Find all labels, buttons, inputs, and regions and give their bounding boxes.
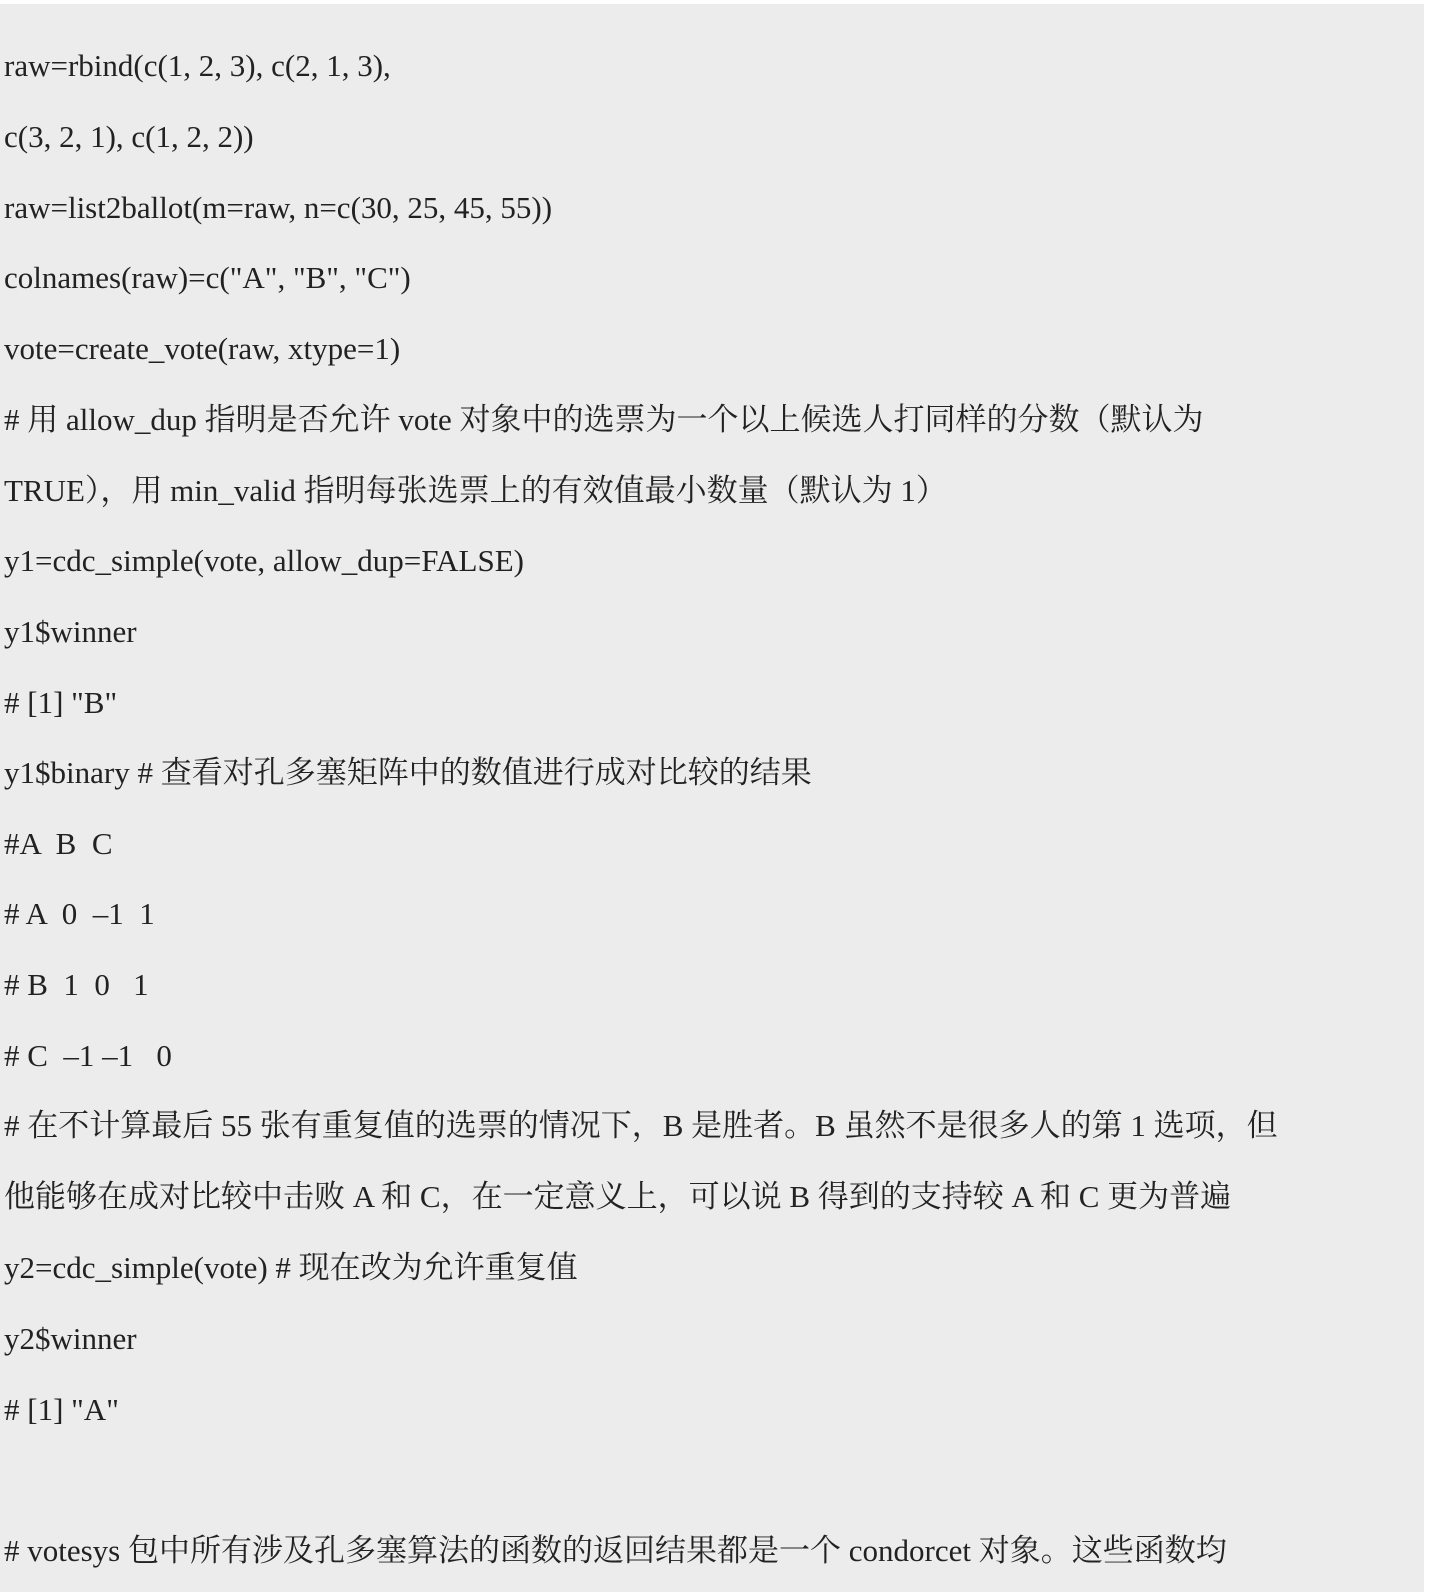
code-output-line: # B 1 0 1: [4, 967, 149, 1002]
code-comment-line: TRUE），用 min_valid 指明每张选票上的有效值最小数量（默认为 1）: [4, 473, 947, 508]
code-output-line: #A B C: [4, 826, 113, 861]
code-line: colnames(raw)=c("A", "B", "C"): [4, 260, 411, 295]
code-output-line: # [1] "B": [4, 685, 118, 720]
code-comment-line: # votesys 包中所有涉及孔多塞算法的函数的返回结果都是一个 condorcet 对象。这些函数均: [4, 1533, 1227, 1568]
code-output-line: # A 0 –1 1: [4, 896, 155, 931]
code-line: raw=rbind(c(1, 2, 3), c(2, 1, 3),: [4, 48, 391, 83]
code-line: y1$winner: [4, 614, 137, 649]
code-output-line: # [1] "A": [4, 1392, 119, 1427]
code-comment-line: # 用 allow_dup 指明是否允许 vote 对象中的选票为一个以上候选人打同样的分数（默认为: [4, 402, 1204, 437]
code-output-line: # C –1 –1 0: [4, 1038, 172, 1073]
code-line: raw=list2ballot(m=raw, n=c(30, 25, 45, 55)): [4, 190, 553, 225]
code-block: [0, 4, 1424, 1592]
code-comment-line: # 在不计算最后 55 张有重复值的选票的情况下，B 是胜者。B 虽然不是很多人的第 1 选项，但: [4, 1108, 1278, 1143]
code-comment-line: 他能够在成对比较中击败 A 和 C，在一定意义上，可以说 B 得到的支持较 A 和 C 更为普遍: [4, 1179, 1232, 1214]
code-line: y2$winner: [4, 1321, 137, 1356]
code-line: c(3, 2, 1), c(1, 2, 2)): [4, 119, 254, 154]
code-line: y1$binary # 查看对孔多塞矩阵中的数值进行成对比较的结果: [4, 755, 812, 790]
code-line: vote=create_vote(raw, xtype=1): [4, 331, 401, 366]
code-line: y2=cdc_simple(vote) # 现在改为允许重复值: [4, 1250, 578, 1285]
code-line: y1=cdc_simple(vote, allow_dup=FALSE): [4, 543, 524, 578]
